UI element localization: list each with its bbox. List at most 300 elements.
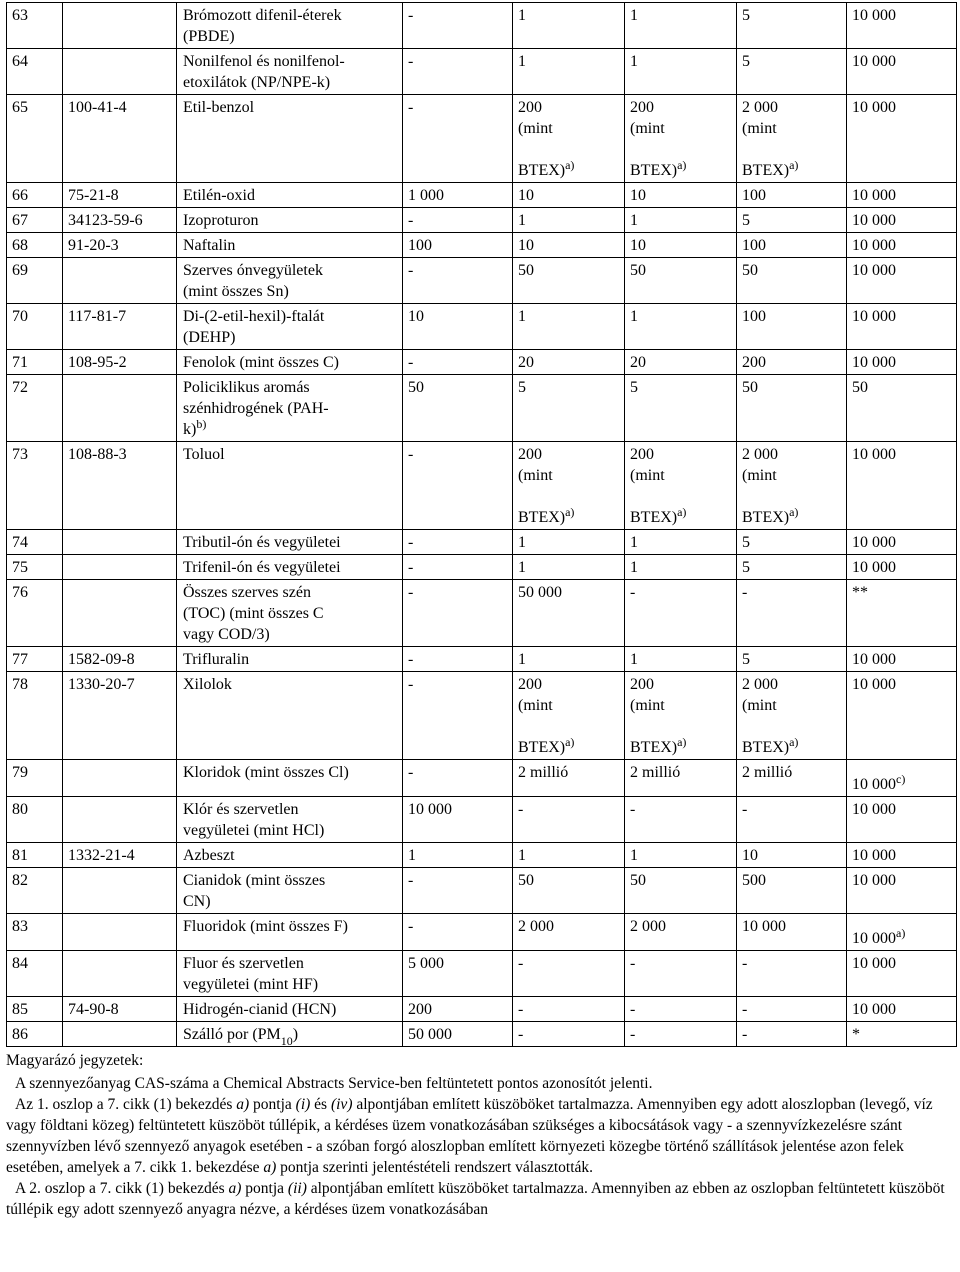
pollutant-name-cell — [177, 760, 403, 797]
cas-number: 34123-59-6 — [68, 212, 143, 229]
threshold-cell-col5 — [847, 647, 957, 672]
cas-number: 1332-21-4 — [68, 847, 135, 864]
threshold-value: 10 000 — [852, 99, 896, 116]
row-number-cell — [7, 3, 63, 49]
row-number: 72 — [12, 379, 28, 396]
threshold-cell-col1 — [403, 647, 513, 672]
threshold-cell-col4 — [737, 442, 847, 530]
row-number-cell — [7, 951, 63, 997]
row-number-cell — [7, 530, 63, 555]
threshold-value: 50 000 — [518, 584, 562, 601]
row-number: 63 — [12, 7, 28, 24]
row-number: 64 — [12, 53, 28, 70]
pollutant-name-cell — [177, 997, 403, 1022]
cas-number-cell — [63, 760, 177, 797]
threshold-cell-col1 — [403, 304, 513, 350]
table-row — [7, 555, 957, 580]
name-subscript: 10 — [280, 1034, 293, 1047]
btex-mint: (mint — [518, 467, 553, 484]
cas-number-cell — [63, 530, 177, 555]
threshold-value: - — [630, 801, 636, 818]
threshold-value: 200 — [630, 99, 654, 116]
table-row — [7, 258, 957, 304]
btex-mint: (mint — [742, 467, 777, 484]
threshold-value: 10 000 — [852, 872, 896, 889]
threshold-value: 10 000 — [852, 53, 896, 70]
threshold-cell-col5 — [847, 375, 957, 442]
threshold-cell-col1 — [403, 95, 513, 183]
pollutant-name-cell — [177, 304, 403, 350]
row-number: 70 — [12, 308, 28, 325]
threshold-cell-col2 — [513, 208, 625, 233]
threshold-cell-col3 — [625, 647, 737, 672]
threshold-cell-col3 — [625, 760, 737, 797]
pollutant-name-line: Hidrogén-cianid (HCN) — [183, 1001, 337, 1018]
threshold-cell-col2 — [513, 304, 625, 350]
table-row — [7, 208, 957, 233]
threshold-cell-col2 — [513, 797, 625, 843]
cas-number-cell — [63, 95, 177, 183]
threshold-value: 200 — [518, 446, 542, 463]
table-row — [7, 997, 957, 1022]
threshold-value: 20 — [518, 354, 534, 371]
pollutant-name-cell — [177, 951, 403, 997]
threshold-cell-col5 — [847, 304, 957, 350]
threshold-cell-col3 — [625, 95, 737, 183]
threshold-lowered — [852, 928, 905, 949]
pollutant-name-line: vegyületei (mint HCl) — [183, 822, 325, 839]
threshold-cell-col4 — [737, 1022, 847, 1047]
pollutant-name-cell — [177, 580, 403, 647]
row-number: 85 — [12, 1001, 28, 1018]
pollutant-name-line: Klór és szervetlen — [183, 801, 299, 818]
threshold-value: 50 000 — [408, 1026, 452, 1043]
threshold-value: 5 — [742, 212, 750, 229]
threshold-value: 1 — [518, 847, 526, 864]
pollutant-name-cell — [177, 183, 403, 208]
row-number-cell — [7, 350, 63, 375]
threshold-value: 10 000 — [852, 847, 896, 864]
threshold-cell-col3 — [625, 3, 737, 49]
pollutant-name-line: Azbeszt — [183, 847, 235, 864]
pollutant-name-line: Szerves ónvegyületek — [183, 262, 323, 279]
pollutant-name-cell — [177, 672, 403, 760]
threshold-cell-col1 — [403, 555, 513, 580]
row-number: 73 — [12, 446, 28, 463]
table-row — [7, 233, 957, 258]
row-number: 78 — [12, 676, 28, 693]
threshold-value: 200 — [518, 676, 542, 693]
threshold-cell-col1 — [403, 442, 513, 530]
threshold-value: 1 — [518, 559, 526, 576]
pollutant-name-line: Fluoridok (mint összes F) — [183, 918, 348, 935]
threshold-value: - — [408, 559, 414, 576]
threshold-cell-col2 — [513, 555, 625, 580]
btex-footnote: a) — [677, 158, 687, 172]
row-number: 81 — [12, 847, 28, 864]
row-number-cell — [7, 95, 63, 183]
line-gap — [518, 486, 620, 507]
threshold-cell-col2 — [513, 442, 625, 530]
threshold-cell-col3 — [625, 208, 737, 233]
pollutant-name-line: etoxilátok (NP/NPE-k) — [183, 74, 331, 91]
pollutant-name-cell — [177, 555, 403, 580]
threshold-cell-col3 — [625, 375, 737, 442]
threshold-value: 20 — [630, 354, 646, 371]
threshold-value: 5 — [630, 379, 638, 396]
threshold-value: 10 000 — [852, 676, 896, 693]
pollutant-name-cell — [177, 95, 403, 183]
threshold-cell-col4 — [737, 555, 847, 580]
threshold-cell-col5 — [847, 183, 957, 208]
row-number: 65 — [12, 99, 28, 116]
threshold-value: - — [630, 1001, 636, 1018]
threshold-value: 10 000 — [852, 262, 896, 279]
threshold-value: 100 — [742, 187, 766, 204]
btex-label: BTEX) — [518, 162, 566, 179]
cas-number-cell — [63, 208, 177, 233]
threshold-value: 2 000 — [742, 99, 778, 116]
threshold-value: 10 000 — [852, 212, 896, 229]
line-gap — [742, 716, 842, 737]
threshold-cell-col5 — [847, 672, 957, 760]
table-row — [7, 49, 957, 95]
threshold-value: 100 — [408, 237, 432, 254]
threshold-value: - — [408, 53, 414, 70]
row-number-cell — [7, 843, 63, 868]
line-gap — [630, 486, 732, 507]
row-number: 75 — [12, 559, 28, 576]
cas-number: 75-21-8 — [68, 187, 119, 204]
row-number-cell — [7, 868, 63, 914]
threshold-value: - — [408, 872, 414, 889]
pollutant-name-cell — [177, 647, 403, 672]
pollutant-threshold-table — [6, 2, 957, 1047]
pollutant-name-line: Policiklikus aromás — [183, 379, 310, 396]
threshold-cell-col3 — [625, 672, 737, 760]
threshold-value: 5 — [742, 559, 750, 576]
threshold-value: - — [518, 1001, 524, 1018]
threshold-value: - — [742, 801, 748, 818]
threshold-value: - — [408, 534, 414, 551]
threshold-cell-col4 — [737, 304, 847, 350]
threshold-cell-col2 — [513, 530, 625, 555]
table-row — [7, 95, 957, 183]
threshold-value: 10 000 — [852, 651, 896, 668]
pollutant-name-line: Nonilfenol és nonilfenol- — [183, 53, 345, 70]
pollutant-name-cell — [177, 258, 403, 304]
cas-number-cell — [63, 442, 177, 530]
threshold-value: 1 — [518, 534, 526, 551]
cas-number-cell — [63, 797, 177, 843]
row-number: 79 — [12, 764, 28, 781]
threshold-value: - — [408, 7, 414, 24]
row-number: 68 — [12, 237, 28, 254]
threshold-cell-col2 — [513, 95, 625, 183]
threshold-value: 10 000 — [852, 776, 896, 793]
threshold-value: 200 — [742, 354, 766, 371]
threshold-cell-col4 — [737, 233, 847, 258]
btex-mint: (mint — [518, 697, 553, 714]
pollutant-name-line: CN) — [183, 893, 211, 910]
cas-number: 74-90-8 — [68, 1001, 119, 1018]
pollutant-name-line: Xilolok — [183, 676, 232, 693]
threshold-value: 5 — [742, 651, 750, 668]
threshold-cell-col5 — [847, 3, 957, 49]
threshold-value: 10 — [408, 308, 424, 325]
btex-footnote: a) — [565, 735, 575, 749]
pollutant-name-line: Toluol — [183, 446, 225, 463]
threshold-value: - — [408, 99, 414, 116]
threshold-cell-col1 — [403, 258, 513, 304]
pollutant-name-line: Tributil-ón és vegyületei — [183, 534, 341, 551]
threshold-cell-col2 — [513, 350, 625, 375]
threshold-value: ** — [852, 584, 868, 601]
threshold-value: 200 — [630, 446, 654, 463]
cas-number-cell — [63, 997, 177, 1022]
threshold-cell-col1 — [403, 672, 513, 760]
pollutant-name-line: k) — [183, 421, 197, 438]
row-number-cell — [7, 997, 63, 1022]
threshold-value: - — [408, 918, 414, 935]
threshold-cell-col3 — [625, 555, 737, 580]
threshold-cell-col1 — [403, 580, 513, 647]
cas-number-cell — [63, 555, 177, 580]
btex-footnote: a) — [789, 505, 799, 519]
threshold-cell-col1 — [403, 183, 513, 208]
row-number-cell — [7, 760, 63, 797]
threshold-value: 10 000 — [852, 237, 896, 254]
row-number: 82 — [12, 872, 28, 889]
btex-mint: (mint — [630, 120, 665, 137]
threshold-value: 1 — [630, 559, 638, 576]
pollutant-name-line: Etil-benzol — [183, 99, 255, 116]
row-number-cell — [7, 208, 63, 233]
table-row — [7, 868, 957, 914]
threshold-value: 10 000 — [852, 801, 896, 818]
threshold-cell-col2 — [513, 580, 625, 647]
row-number-cell — [7, 914, 63, 951]
cas-number: 108-95-2 — [68, 354, 127, 371]
row-number-cell — [7, 672, 63, 760]
threshold-value: 50 — [742, 262, 758, 279]
pollutant-name-line: Brómozott difenil-éterek — [183, 7, 342, 24]
table-row — [7, 580, 957, 647]
threshold-value: 1 — [630, 651, 638, 668]
btex-label: BTEX) — [742, 739, 790, 756]
threshold-cell-col3 — [625, 843, 737, 868]
threshold-value: 10 000 — [852, 930, 896, 947]
row-number-cell — [7, 797, 63, 843]
threshold-value: 50 — [518, 872, 534, 889]
column-1-note: Az 1. oszlop a 7. cikk (1) bekezdés a) pontja (i) és (iv) alpontjában említett küszöböket tartalmazza. Amennyiben egy adott aloszlopban (levegő, víz vagy földtani közeg) feltüntetett küszöböt túllépik, a kérdéses üzem vonatkozásában szükséges a kibocsátások vagy - a szennyvízkezelésre szánt szennyvízben lévő szennyező anyagok esetében - a szóban forgó aloszlopban említett környezeti közegbe történő szállítások jelentése azon felek esetében, amelyek a 7. cikk 1. bekezdése a) pontja szerinti jelentéstételi rendszert választották. — [6, 1096, 933, 1176]
threshold-cell-col4 — [737, 868, 847, 914]
threshold-value: - — [742, 955, 748, 972]
threshold-cell-col4 — [737, 375, 847, 442]
threshold-value: 50 — [518, 262, 534, 279]
pollutant-name-line: vegyületei (mint HF) — [183, 976, 319, 993]
threshold-value: 10 000 — [852, 534, 896, 551]
threshold-cell-col5 — [847, 843, 957, 868]
row-number-cell — [7, 304, 63, 350]
threshold-cell-col1 — [403, 3, 513, 49]
threshold-cell-col2 — [513, 951, 625, 997]
threshold-cell-col1 — [403, 951, 513, 997]
threshold-value: 10 000 — [852, 955, 896, 972]
threshold-value: 1 — [518, 53, 526, 70]
threshold-cell-col4 — [737, 997, 847, 1022]
threshold-cell-col1 — [403, 997, 513, 1022]
table-row — [7, 375, 957, 442]
pollutant-name-line: Naftalin — [183, 237, 236, 254]
threshold-cell-col4 — [737, 49, 847, 95]
table-row — [7, 951, 957, 997]
threshold-value: 10 — [630, 187, 646, 204]
threshold-value: 100 — [742, 237, 766, 254]
threshold-cell-col3 — [625, 997, 737, 1022]
threshold-value: 5 — [742, 7, 750, 24]
threshold-value: 1 — [518, 7, 526, 24]
threshold-value: 1 — [630, 534, 638, 551]
cas-number: 91-20-3 — [68, 237, 119, 254]
threshold-value: - — [630, 584, 636, 601]
table-row — [7, 843, 957, 868]
row-number-cell — [7, 233, 63, 258]
threshold-value: 1 — [630, 7, 638, 24]
btex-mint: (mint — [630, 467, 665, 484]
threshold-value: 5 — [742, 534, 750, 551]
pollutant-name-line: vagy COD/3) — [183, 626, 270, 643]
btex-mint: (mint — [742, 120, 777, 137]
name-footnote: b) — [196, 417, 207, 431]
row-number-cell — [7, 580, 63, 647]
threshold-value: 10 000 — [852, 446, 896, 463]
pollutant-name-cell — [177, 208, 403, 233]
cas-number-cell — [63, 914, 177, 951]
threshold-cell-col4 — [737, 350, 847, 375]
btex-footnote: a) — [565, 505, 575, 519]
threshold-value: 1 000 — [408, 187, 444, 204]
threshold-cell-col1 — [403, 1022, 513, 1047]
cas-number-cell — [63, 951, 177, 997]
threshold-cell-col4 — [737, 647, 847, 672]
threshold-value: 2 millió — [742, 764, 793, 781]
btex-footnote: a) — [789, 158, 799, 172]
threshold-value: 2 millió — [518, 764, 569, 781]
threshold-cell-col2 — [513, 760, 625, 797]
threshold-cell-col3 — [625, 304, 737, 350]
row-number: 80 — [12, 801, 28, 818]
threshold-value: 10 000 — [852, 1001, 896, 1018]
threshold-cell-col4 — [737, 3, 847, 49]
cas-number: 108-88-3 — [68, 446, 127, 463]
threshold-cell-col2 — [513, 49, 625, 95]
threshold-value: 500 — [742, 872, 766, 889]
cas-number-cell — [63, 647, 177, 672]
cas-number: 117-81-7 — [68, 308, 127, 325]
threshold-cell-col5 — [847, 233, 957, 258]
name-tail: ) — [292, 1026, 299, 1043]
threshold-cell-col5 — [847, 95, 957, 183]
threshold-value: 10 000 — [408, 801, 452, 818]
threshold-value: 10 000 — [852, 354, 896, 371]
threshold-value: 5 — [742, 53, 750, 70]
threshold-value: - — [408, 262, 414, 279]
table-row — [7, 797, 957, 843]
table-row — [7, 1022, 957, 1047]
cas-number-cell — [63, 233, 177, 258]
threshold-cell-col1 — [403, 350, 513, 375]
threshold-cell-col5 — [847, 442, 957, 530]
threshold-value: 1 — [408, 847, 416, 864]
threshold-cell-col1 — [403, 843, 513, 868]
row-number: 77 — [12, 651, 28, 668]
threshold-cell-col3 — [625, 951, 737, 997]
threshold-value: * — [852, 1026, 860, 1043]
cas-number-cell — [63, 258, 177, 304]
threshold-value: - — [408, 676, 414, 693]
threshold-cell-col5 — [847, 951, 957, 997]
threshold-value: - — [630, 1026, 636, 1043]
threshold-cell-col4 — [737, 914, 847, 951]
threshold-value: - — [408, 354, 414, 371]
threshold-value: 2 000 — [742, 446, 778, 463]
threshold-value: - — [742, 584, 748, 601]
pollutant-name-line: (PBDE) — [183, 28, 235, 45]
row-number-cell — [7, 258, 63, 304]
cas-number-cell — [63, 580, 177, 647]
threshold-cell-col4 — [737, 843, 847, 868]
threshold-cell-col2 — [513, 868, 625, 914]
row-number: 86 — [12, 1026, 28, 1043]
threshold-value: - — [408, 446, 414, 463]
threshold-footnote: a) — [896, 926, 906, 940]
threshold-cell-col2 — [513, 843, 625, 868]
btex-label: BTEX) — [630, 162, 678, 179]
threshold-value: - — [518, 955, 524, 972]
table-row — [7, 760, 957, 797]
pollutant-name-cell — [177, 442, 403, 530]
cas-number: 100-41-4 — [68, 99, 127, 116]
line-gap — [630, 139, 732, 160]
line-gap — [742, 486, 842, 507]
threshold-cell-col3 — [625, 797, 737, 843]
cas-number-cell — [63, 375, 177, 442]
threshold-value: - — [518, 801, 524, 818]
threshold-value: 2 000 — [630, 918, 666, 935]
pollutant-name-line: Szálló por (PM — [183, 1026, 281, 1043]
threshold-cell-col5 — [847, 914, 957, 951]
threshold-cell-col2 — [513, 672, 625, 760]
pollutant-name-line: Fenolok (mint összes C) — [183, 354, 339, 371]
btex-footnote: a) — [789, 735, 799, 749]
line-gap — [630, 716, 732, 737]
threshold-cell-col2 — [513, 233, 625, 258]
row-number: 66 — [12, 187, 28, 204]
threshold-cell-col1 — [403, 375, 513, 442]
table-row — [7, 672, 957, 760]
pollutant-name-line: szénhidrogének (PAH- — [183, 400, 329, 417]
pollutant-name-cell — [177, 843, 403, 868]
threshold-cell-col1 — [403, 797, 513, 843]
threshold-cell-col1 — [403, 208, 513, 233]
pollutant-name-line: Kloridok (mint összes Cl) — [183, 764, 349, 781]
row-number: 69 — [12, 262, 28, 279]
threshold-footnote: c) — [896, 772, 906, 786]
threshold-value: 5 — [518, 379, 526, 396]
row-number: 84 — [12, 955, 28, 972]
threshold-cell-col1 — [403, 233, 513, 258]
